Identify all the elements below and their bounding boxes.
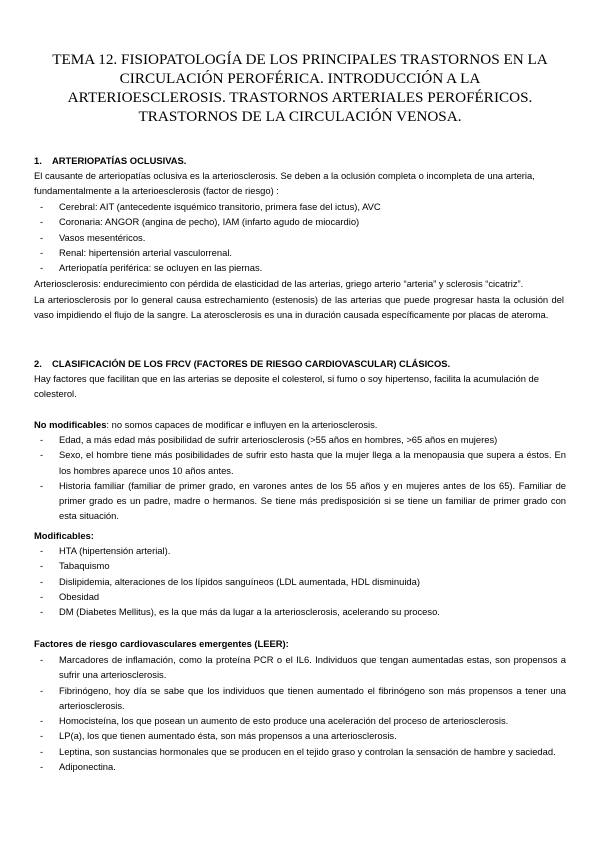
section-1-heading-text: ARTERIOPATÍAS OCLUSIVAS. <box>52 155 187 166</box>
section-1-number: 1. <box>34 155 42 166</box>
list-item: - DM (Diabetes Mellitus), es la que más da lugar a la arteriosclerosis, acelerando su proceso. <box>34 604 566 619</box>
list-item: - Homocisteína, los que posean un aumento de esto produce una aceleración del proceso de arteriosclerosis. <box>34 713 566 728</box>
list-item: - Arteriopatía periférica: se ocluyen en las piernas. <box>34 260 566 275</box>
list-item: - HTA (hipertensión arterial). <box>34 543 566 558</box>
section-2-heading <box>34 356 564 371</box>
modifiable-label: Modificables: <box>34 530 94 541</box>
list-item: - LP(a), los que tienen aumentado ésta, son más propensos a una arteriosclerosis. <box>34 728 566 743</box>
nonmodifiable-label: No modificables <box>34 419 107 430</box>
section-1-heading <box>34 153 564 168</box>
section-2-intro: Hay factores que facilitan que en las arterias se deposite el colesterol, si fumo o soy hipertenso, facilita la acumulación de colesterol. <box>34 373 539 400</box>
section-1-list <box>34 199 566 275</box>
nonmodifiable-description: : no somos capaces de modificar e influyen en la arteriosclerosis. <box>106 419 378 430</box>
section-1-intro: El causante de arteriopatías oclusiva es la arteriosclerosis. Se deben a la oclusión completa o incompleta de una arteria, fundamentalmente a la arterioesclerosis (factor de riesgo) : <box>34 170 535 197</box>
list-item: - Adiponectina. <box>34 759 566 774</box>
section-2-number: 2. <box>34 358 42 369</box>
list-item: - Historia familiar (familiar de primer grado, en varones antes de los 55 años y en mujeres antes de los 65). Familiar de primer grado es un padre, madre o hermanos. Se tiene más predisposición si se tiene un familiar de primer grado con esta situación. <box>34 478 566 524</box>
nonmodifiable-list <box>34 432 566 524</box>
section-2-heading-text: CLASIFICACIÓN DE LOS FRCV (FACTORES DE RIESGO CARDIOVASCULAR) CLÁSICOS. <box>52 358 451 369</box>
emerging-factors-list <box>34 652 566 774</box>
nonmodifiable-intro <box>34 417 564 432</box>
list-item: - Fibrinógeno, hoy día se sabe que los individuos que tienen aumentado el fibrinógeno son más propensos a tener una arteriosclerosis. <box>34 683 566 714</box>
list-item: - Sexo, el hombre tiene más posibilidades de sufrir esto hasta que la mujer llega a la menopausia que supera a éstos. En los hombres aparece unos 10 años antes. <box>34 447 566 478</box>
document-title: TEMA 12. FISIOPATOLOGÍA DE LOS PRINCIPALES TRASTORNOS EN LA CIRCULACIÓN PEROFÉRICA. INTRODUCCIÓN A LA ARTERIOESCLEROSIS. TRASTORNOS ARTERIALES PEROFÉRICOS. TRASTORNOS DE LA CIRCULACIÓN VENOSA. <box>52 51 548 125</box>
list-item: - Vasos mesentéricos. <box>34 230 566 245</box>
emerging-factors-label: Factores de riesgo cardiovasculares emergentes (LEER): <box>34 638 289 649</box>
list-item: - Marcadores de inflamación, como la proteína PCR o el IL6. Individuos que tengan aumentadas estas, son propensos a sufrir una arteriosclerosis. <box>34 652 566 683</box>
section-1-definition: Arteriosclerosis: endurecimiento con pérdida de elasticidad de las arterias, griego arterio “arteria” y sclerosis “cicatriz”. <box>34 278 524 289</box>
modifiable-list <box>34 543 566 619</box>
list-item: - Renal: hipertensión arterial vasculorrenal. <box>34 245 566 260</box>
list-item: - Cerebral: AIT (antecedente isquémico transitorio, primera fase del ictus), AVC <box>34 199 566 214</box>
list-item: - Leptina, son sustancias hormonales que se producen en el tejido graso y controlan la sensación de hambre y saciedad. <box>34 744 566 759</box>
list-item: - Tabaquismo <box>34 558 566 573</box>
list-item: - Coronaria: ANGOR (angina de pecho), IAM (infarto agudo de miocardio) <box>34 214 566 229</box>
list-item: - Edad, a más edad más posibilidad de sufrir arteriosclerosis (>55 años en hombres, >65 años en mujeres) <box>34 432 566 447</box>
list-item: - Dislipidemia, alteraciones de los lípidos sanguíneos (LDL aumentada, HDL disminuida) <box>34 574 566 589</box>
section-1-paragraph: La arteriosclerosis por lo general causa estrechamiento (estenosis) de las arterias que puede progresar hasta la oclusión del vaso impidiendo el flujo de la sangre. La aterosclerosis es una in duración causada específicamente por placas de ateroma. <box>34 294 564 321</box>
list-item: - Obesidad <box>34 589 566 604</box>
